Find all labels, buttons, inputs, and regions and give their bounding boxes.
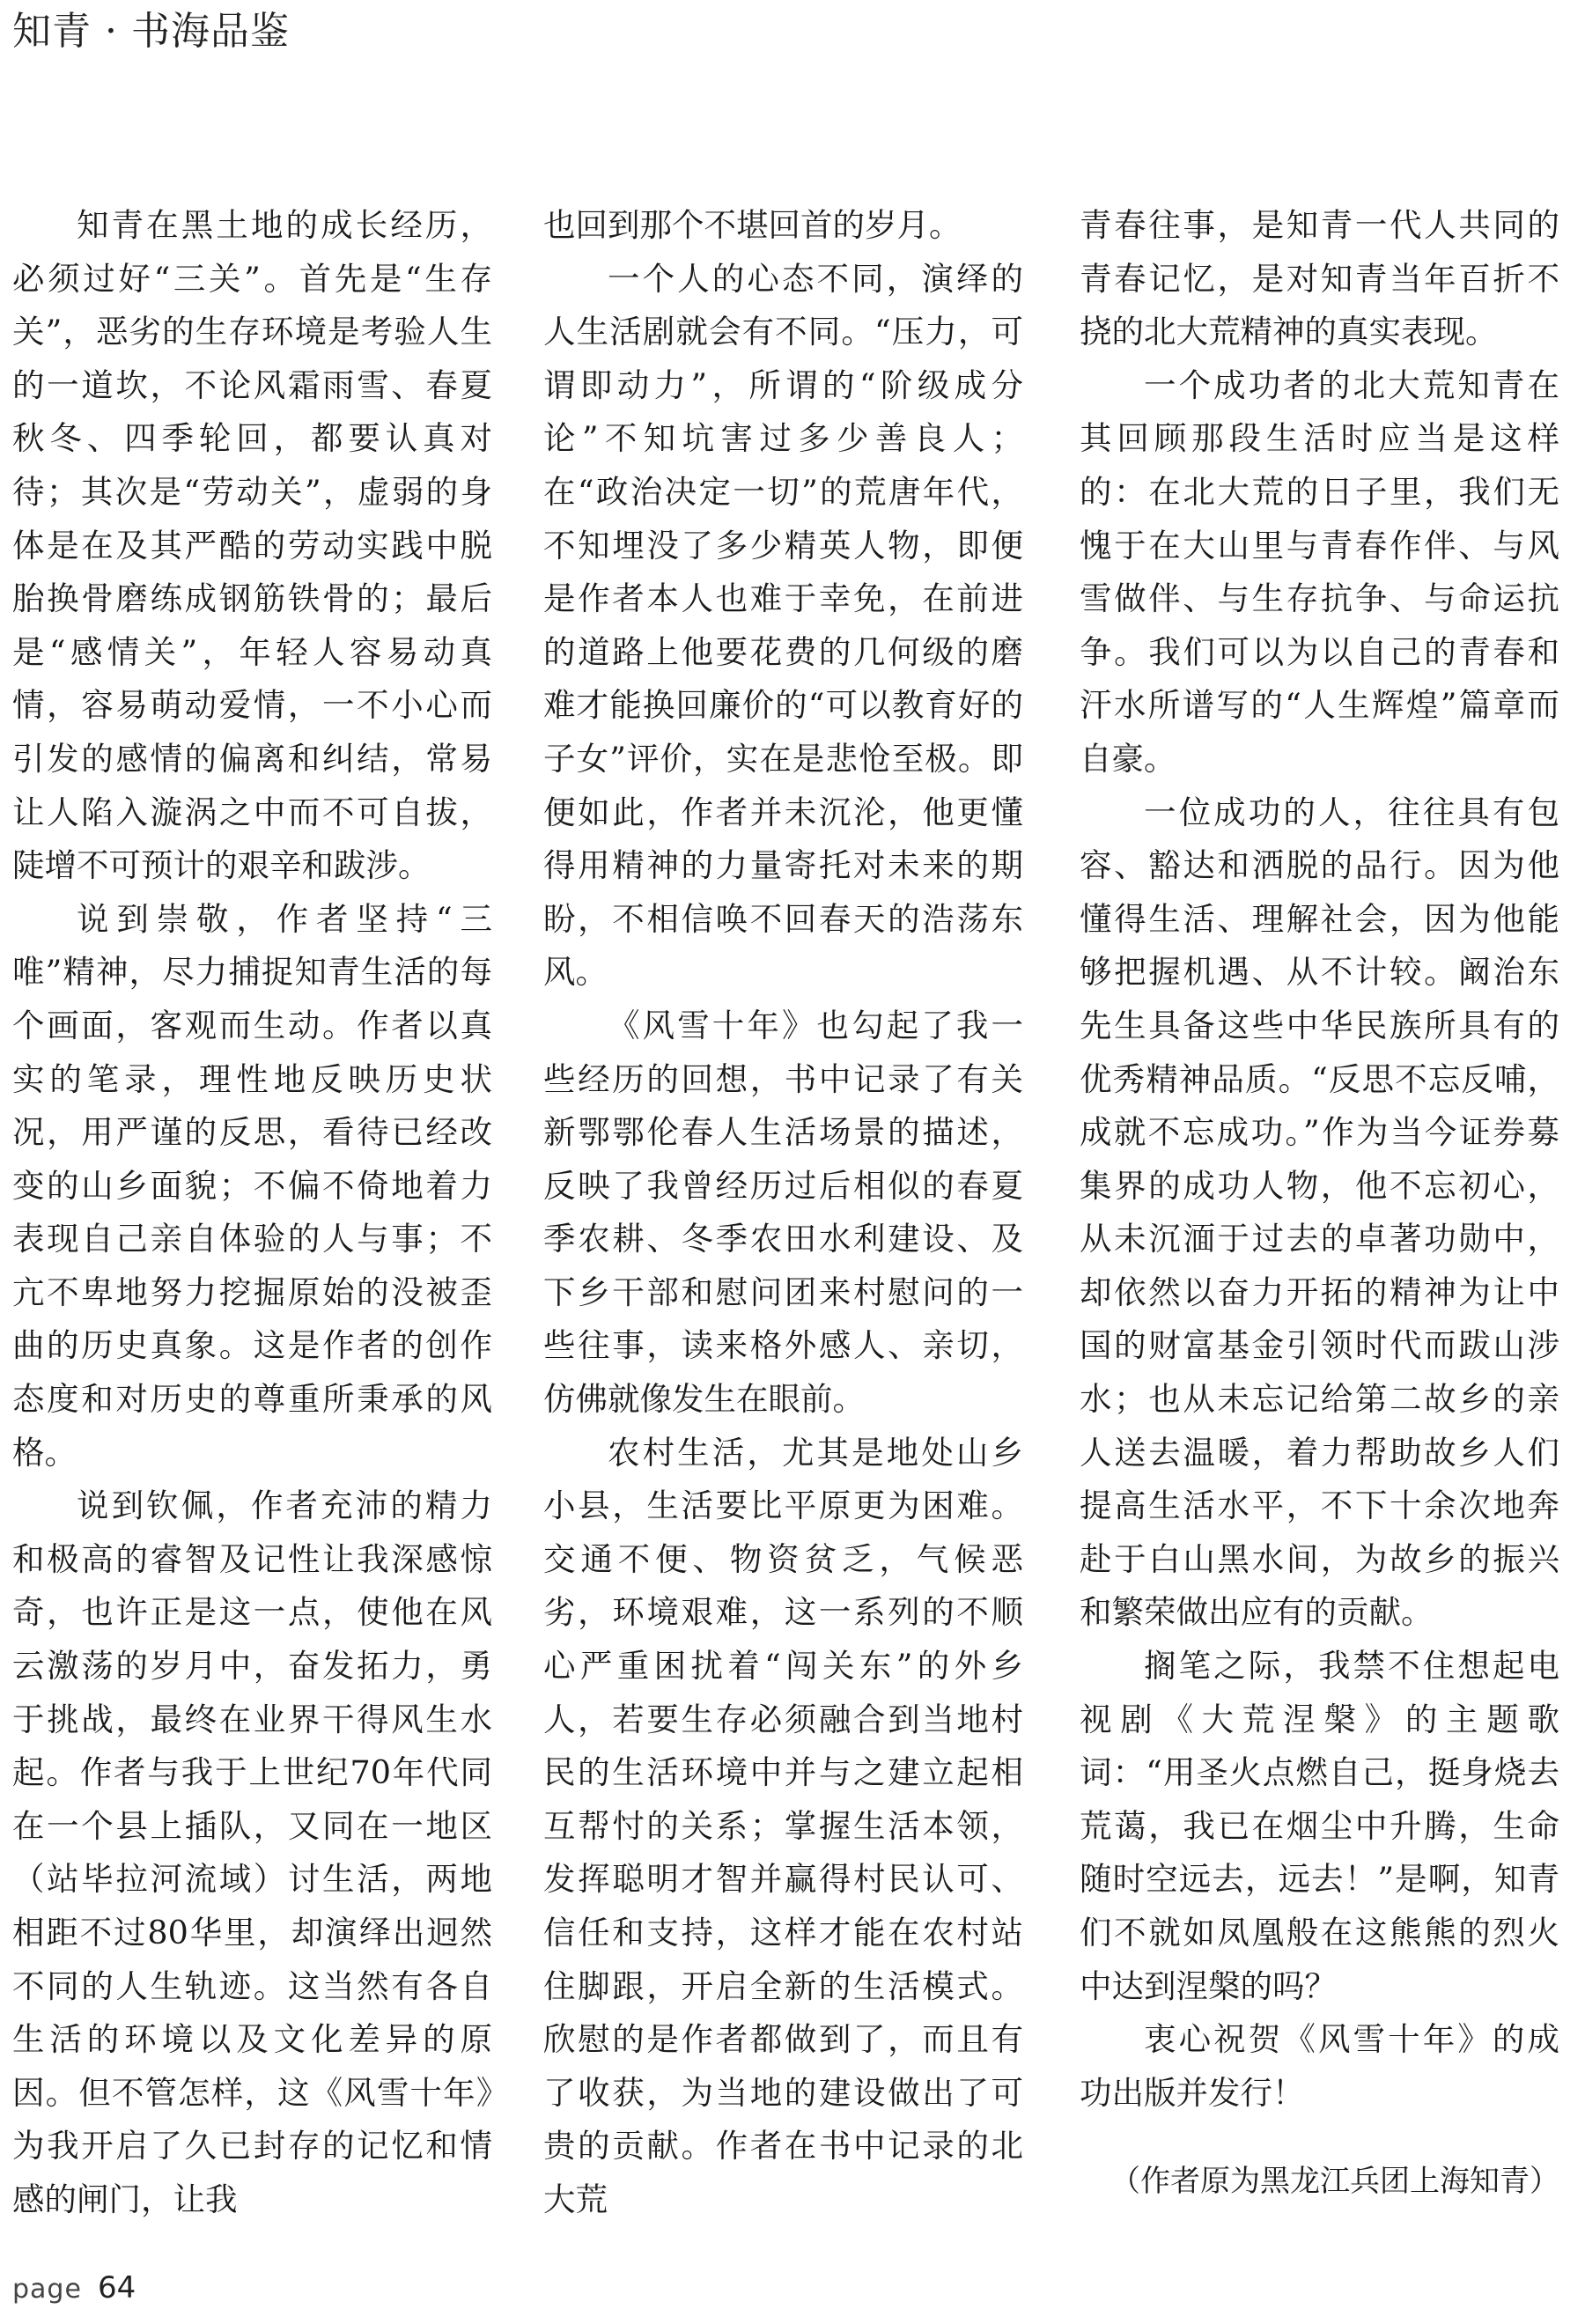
paragraph: 说到钦佩，作者充沛的精力和极高的睿智及记性让我深感惊奇，也许正是这一点，使他在风云激荡的岁月中，奋发拓力，勇于挑战，最终在业界干得风生水起。作者与我于上世纪70年代同在一个县上插队，又同在一地区（站毕拉河流域）讨生活，两地相距不过80华里，却演绎出迥然不同的人生轨迹。这当然有各自生活的环境以及文化差异的原因。但不管怎样，这《风雪十年》为我开启了久已封存的记忆和情感的闸门，让我 bbox=[12, 1487, 492, 2218]
text-column-3 bbox=[1080, 199, 1559, 2209]
paragraph: 农村生活，尤其是地处山乡小县，生活要比平原更为困难。交通不便、物资贫乏，气候恶劣，环境艰难，这一系列的不顺心严重困扰着“闯关东”的外乡人，若要生存必须融合到当地村民的生活环境中并与之建立起相互帮忖的关系；掌握生活本领，发挥聪明才智并赢得村民认可、信任和支持，这样才能在农村站住脚跟，开启全新的生活模式。欣慰的是作者都做到了，而且有了收获，为当地的建设做出了可贵的贡献。作者在书中记录的北大荒 bbox=[543, 1433, 1023, 2218]
paragraph: 知青在黑土地的成长经历，必须过好“三关”。首先是“生存关”，恶劣的生存环境是考验人生的一道坎，不论风霜雨雪、春夏秋冬、四季轮回，都要认真对待；其次是“劳动关”，虚弱的身体是在及其严酷的劳动实践中脱胎换骨磨练成钢筋铁骨的；最后是“感情关”，年轻人容易动真情，容易萌动爱情，一不小心而引发的感情的偏离和纠结，常易让人陷入漩涡之中而不可自拔，陡增不可预计的艰辛和跋涉。 bbox=[12, 206, 492, 885]
text-column-1 bbox=[12, 199, 492, 2227]
section-header: 知青 · 书海品鉴 bbox=[12, 9, 290, 54]
text-column-2 bbox=[543, 199, 1023, 2227]
page-footer bbox=[12, 2270, 136, 2306]
paragraph: 《风雪十年》也勾起了我一些经历的回想，书中记录了有关新鄂鄂伦春人生活场景的描述，反映了我曾经历过后相似的春夏季农耕、冬季农田水利建设、及下乡干部和慰问团来村慰问的一些往事，读来格外感人、亲切，仿佛就像发生在眼前。 bbox=[543, 1006, 1023, 1419]
page-number: 64 bbox=[97, 2270, 136, 2306]
paragraph: 说到崇敬，作者坚持“三唯”精神，尽力捕捉知青生活的每个画面，客观而生动。作者以真实的笔录，理性地反映历史状况，用严谨的反思，看待已经改变的山乡面貌；不偏不倚地着力表现自己亲自体验的人与事；不亢不卑地努力挖掘原始的没被歪曲的历史真象。这是作者的创作态度和对历史的尊重所秉承的风格。 bbox=[12, 899, 492, 1472]
paragraph: 衷心祝贺《风雪十年》的成功出版并发行！ bbox=[1080, 2020, 1559, 2112]
paragraph: 搁笔之际，我禁不住想起电视剧《大荒涅槃》的主题歌词：“用圣火点燃自己，挺身烧去荒蔼，我已在烟尘中升腾，生命随时空远去，远去！”是啊，知青们不就如凤凰般在这熊熊的烈火中达到涅槃的吗？ bbox=[1080, 1647, 1559, 2005]
paragraph: 一个人的心态不同，演绎的人生活剧就会有不同。“压力，可谓即动力”，所谓的“阶级成分论”不知坑害过多少善良人；在“政治决定一切”的荒唐年代，不知埋没了多少精英人物，即便是作者本人也难于幸免，在前进的道路上他要花费的几何级的磨难才能换回廉价的“可以教育好的子女”评价，实在是悲怆至极。即便如此，作者并未沉沦，他更懂得用精神的力量寄托对未来的期盼，不相信唤不回春天的浩荡东风。 bbox=[543, 259, 1023, 992]
paragraph: 一个成功者的北大荒知青在其回顾那段生活时应当是这样的：在北大荒的日子里，我们无愧于在大山里与青春作伴、与风雪做伴、与生存抗争、与命运抗争。我们可以为以自己的青春和汗水所谱写的“人生辉煌”篇章而自豪。 bbox=[1080, 365, 1559, 778]
page-label: page bbox=[12, 2274, 82, 2305]
paragraph: 一位成功的人，往往具有包容、豁达和洒脱的品行。因为他懂得生活、理解社会，因为他能够把握机遇、从不计较。阚治东先生具备这些中华民族所具有的优秀精神品质。“反思不忘反哺，成就不忘成功。”作为当今证券募集界的成功人物，他不忘初心，从未沉湎于过去的卓著功勋中，却依然以奋力开拓的精神为让中国的财富基金引领时代而跋山涉水；也从未忘记给第二故乡的亲人送去温暖，着力帮助故乡人们提高生活水平，不下十余次地奔赴于白山黑水间，为故乡的振兴和繁荣做出应有的贡献。 bbox=[1080, 793, 1559, 1632]
author-byline: （作者原为黑龙江兵团上海知青） bbox=[1110, 2164, 1559, 2200]
paragraph: 青春往事，是知青一代人共同的青春记忆，是对知青当年百折不挠的北大荒精神的真实表现。 bbox=[1080, 206, 1559, 351]
paragraph: 也回到那个不堪回首的岁月。 bbox=[543, 206, 962, 244]
